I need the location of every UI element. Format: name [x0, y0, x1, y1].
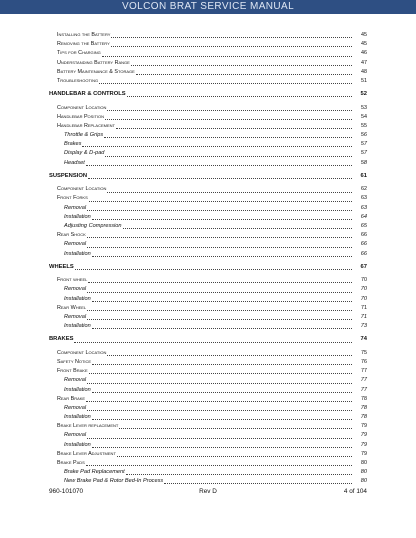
toc-entry[interactable]: [0, 59, 416, 68]
dot-leader: [119, 428, 352, 429]
dot-leader: [104, 137, 352, 138]
toc-entry[interactable]: [0, 322, 416, 331]
toc-entry-page: 45: [361, 31, 367, 38]
toc-entry-page: 67: [360, 263, 367, 270]
toc-entry-label: Component Location: [57, 186, 107, 193]
toc-entry-label: Display & D-pad: [64, 150, 105, 157]
toc-entry-page: 48: [361, 68, 367, 75]
toc-entry-page: 80: [361, 459, 367, 466]
toc-entry[interactable]: [0, 477, 416, 486]
dot-leader: [123, 228, 352, 229]
dot-leader: [105, 119, 352, 120]
dot-leader: [92, 256, 352, 257]
dot-leader: [92, 392, 352, 393]
toc-entry-page: 53: [361, 104, 367, 111]
toc-entry[interactable]: [0, 49, 416, 58]
toc-entry-label: Removal: [64, 432, 87, 439]
dot-leader: [102, 56, 352, 57]
toc-entry-label: Brake Pad Replacement: [64, 469, 125, 476]
toc-entry[interactable]: [0, 250, 416, 259]
toc-entry-page: 79: [360, 441, 367, 448]
dot-leader: [131, 65, 352, 66]
toc-entry-label: Removal: [64, 404, 87, 411]
toc-entry[interactable]: [0, 213, 416, 222]
toc-entry-page: 66: [360, 241, 367, 248]
toc-entry-page: 70: [360, 295, 367, 302]
toc-entry-page: 56: [360, 132, 367, 139]
toc-entry-label: Throttle & Grips: [64, 132, 104, 139]
dot-leader: [86, 401, 352, 402]
dot-leader: [89, 201, 352, 202]
dot-leader: [111, 46, 352, 47]
toc-entry-page: 78: [360, 414, 367, 421]
dot-leader: [107, 192, 352, 193]
dot-leader: [87, 310, 352, 311]
toc-entry-page: 62: [361, 186, 367, 193]
toc-entry-page: 78: [360, 404, 367, 411]
toc-entry-page: 77: [360, 377, 367, 384]
dot-leader: [87, 383, 352, 384]
toc-entry[interactable]: [0, 149, 416, 158]
toc-entry-label: Safety Notice: [57, 358, 92, 365]
toc-entry-label: Understanding Battery Range: [57, 59, 130, 66]
toc-entry[interactable]: [0, 367, 416, 376]
dot-leader: [107, 110, 352, 111]
toc-entry-label: Removal: [64, 204, 87, 211]
manual-title: VOLCON BRAT SERVICE MANUAL: [121, 1, 295, 12]
dot-leader: [87, 292, 352, 293]
toc-entry-page: 63: [361, 195, 367, 202]
dot-leader: [87, 237, 352, 238]
dot-leader: [92, 301, 352, 302]
toc-entry-page: 63: [360, 204, 367, 211]
toc-entry-page: 52: [360, 91, 367, 98]
toc-entry-label: Handlebar Replacement: [57, 122, 115, 129]
dot-leader: [164, 483, 352, 484]
toc-entry-page: 78: [361, 395, 367, 402]
dot-leader: [105, 156, 352, 157]
dot-leader: [92, 219, 352, 220]
toc-entry[interactable]: [0, 386, 416, 395]
toc-entry[interactable]: [0, 113, 416, 122]
toc-entry-label: Troubleshooting: [57, 77, 99, 84]
toc-entry-label: Installation: [64, 323, 91, 330]
toc-entry-label: Removal: [64, 286, 87, 293]
toc-entry-label: Installing the Battery: [57, 31, 111, 38]
toc-entry-label: Rear Brake: [57, 395, 86, 402]
dot-leader: [111, 37, 352, 38]
toc-entry-page: 71: [360, 313, 367, 320]
toc-entry-page: 64: [360, 213, 367, 220]
page-number: 4 of 104: [343, 488, 367, 495]
dot-leader: [107, 355, 352, 356]
table-of-contents: [0, 31, 416, 486]
toc-entry-label: Installation: [64, 295, 91, 302]
toc-entry-label: Front Brake: [57, 368, 88, 375]
toc-entry[interactable]: [0, 77, 416, 86]
toc-entry[interactable]: [0, 349, 416, 358]
dot-leader: [127, 96, 352, 97]
toc-entry[interactable]: [0, 222, 416, 231]
toc-entry[interactable]: [0, 422, 416, 431]
toc-entry[interactable]: [0, 31, 416, 40]
dot-leader: [88, 282, 352, 283]
toc-entry-page: 61: [360, 172, 367, 179]
toc-entry-page: 77: [361, 368, 367, 375]
toc-entry[interactable]: [0, 404, 416, 413]
toc-entry[interactable]: [0, 140, 416, 149]
toc-entry[interactable]: [0, 450, 416, 459]
dot-leader: [89, 373, 352, 374]
dot-leader: [87, 210, 352, 211]
revision-label: Rev D: [199, 488, 217, 495]
toc-entry-label: WHEELS: [49, 263, 74, 270]
toc-entry-label: Installation: [64, 414, 91, 421]
dot-leader: [92, 419, 352, 420]
toc-entry-page: 46: [361, 50, 367, 57]
toc-entry[interactable]: [0, 468, 416, 477]
toc-section-entry[interactable]: [0, 263, 416, 272]
dot-leader: [87, 410, 352, 411]
toc-entry-label: Brake Lever replacement: [57, 423, 119, 430]
dot-leader: [88, 178, 352, 179]
toc-entry[interactable]: [0, 40, 416, 49]
page-footer: [49, 487, 367, 497]
dot-leader: [87, 247, 352, 248]
toc-entry-page: 58: [360, 159, 367, 166]
toc-entry-label: SUSPENSION: [49, 172, 88, 179]
toc-entry-label: Removal: [64, 241, 87, 248]
toc-entry[interactable]: [0, 395, 416, 404]
toc-entry-page: 66: [360, 250, 367, 257]
toc-entry-page: 51: [361, 77, 367, 84]
toc-entry-label: Adjusting Compression: [64, 223, 122, 229]
toc-entry-label: Removal: [64, 313, 87, 320]
toc-entry-label: Installation: [64, 213, 91, 220]
dot-leader: [117, 456, 352, 457]
toc-entry-label: Removal: [64, 377, 87, 384]
toc-entry-page: 79: [361, 450, 367, 457]
toc-entry-page: 79: [361, 423, 367, 430]
toc-entry[interactable]: [0, 441, 416, 450]
toc-entry[interactable]: [0, 195, 416, 204]
toc-section-entry[interactable]: [0, 172, 416, 181]
toc-entry-page: 80: [360, 478, 367, 485]
toc-entry-label: Handlebar Position: [57, 113, 104, 120]
toc-entry-page: 73: [360, 323, 367, 330]
toc-entry-label: Rear Wheel: [57, 304, 87, 311]
toc-entry-page: 70: [360, 286, 367, 293]
dot-leader: [87, 438, 352, 439]
toc-entry-page: 57: [360, 141, 367, 148]
toc-entry-page: 54: [361, 113, 367, 120]
toc-entry-page: 70: [361, 277, 367, 284]
toc-entry[interactable]: [0, 68, 416, 77]
toc-entry-label: New Brake Pad & Rotor Bed-In Process: [64, 478, 164, 485]
toc-entry-label: Brake Pads: [57, 459, 85, 466]
toc-entry[interactable]: [0, 285, 416, 294]
dot-leader: [116, 128, 352, 129]
toc-entry-page: 57: [360, 150, 367, 157]
dot-leader: [86, 165, 352, 166]
toc-entry-label: BRAKES: [49, 336, 74, 343]
dot-leader: [99, 83, 352, 84]
toc-entry-label: Installation: [64, 386, 91, 393]
toc-entry-label: Installation: [64, 441, 91, 448]
toc-entry-label: Battery Maintenance & Storage: [57, 68, 135, 75]
toc-entry-page: 66: [361, 232, 367, 239]
toc-entry[interactable]: [0, 358, 416, 367]
dot-leader: [92, 328, 352, 329]
toc-entry[interactable]: [0, 185, 416, 194]
toc-entry-page: 75: [361, 349, 367, 356]
toc-entry[interactable]: [0, 304, 416, 313]
toc-entry-page: 71: [361, 304, 367, 311]
toc-entry[interactable]: [0, 240, 416, 249]
toc-entry-label: Installation: [64, 250, 91, 257]
toc-entry-page: 79: [360, 432, 367, 439]
toc-entry[interactable]: [0, 122, 416, 131]
toc-entry-label: Front wheel: [57, 277, 88, 284]
toc-entry-page: 47: [361, 59, 367, 66]
toc-entry-label: Headset: [64, 159, 85, 166]
toc-entry-label: Tips for Charging: [57, 50, 101, 57]
toc-entry[interactable]: [0, 231, 416, 240]
toc-entry[interactable]: [0, 313, 416, 322]
toc-entry-page: 45: [361, 41, 367, 48]
toc-entry[interactable]: [0, 131, 416, 140]
toc-entry[interactable]: [0, 104, 416, 113]
toc-entry-label: Rear Shock: [57, 232, 86, 239]
dot-leader: [74, 342, 352, 343]
toc-section-entry[interactable]: [0, 90, 416, 99]
toc-entry[interactable]: [0, 159, 416, 168]
toc-entry[interactable]: [0, 431, 416, 440]
dot-leader: [75, 269, 352, 270]
toc-entry[interactable]: [0, 204, 416, 213]
toc-entry-page: 76: [361, 358, 367, 365]
toc-entry[interactable]: [0, 413, 416, 422]
dot-leader: [86, 465, 352, 466]
toc-entry-label: Component Location: [57, 104, 107, 111]
toc-entry-page: 77: [360, 386, 367, 393]
toc-entry-page: 55: [361, 122, 367, 129]
dot-leader: [82, 146, 352, 147]
toc-entry[interactable]: [0, 376, 416, 385]
toc-entry-label: Component Location: [57, 349, 107, 356]
toc-entry-label: HANDLEBAR & CONTROLS: [49, 91, 126, 98]
dot-leader: [92, 364, 352, 365]
toc-entry[interactable]: [0, 459, 416, 468]
page-header: [0, 0, 416, 14]
toc-entry-page: 80: [360, 469, 367, 476]
toc-entry-page: 65: [360, 223, 367, 229]
dot-leader: [87, 319, 352, 320]
dot-leader: [92, 447, 352, 448]
dot-leader: [126, 474, 352, 475]
document-number: 960-101070: [49, 488, 84, 495]
toc-entry-page: 74: [360, 336, 367, 343]
toc-entry-label: Brake Lever Adjustment: [57, 450, 116, 457]
toc-section-entry[interactable]: [0, 335, 416, 344]
toc-entry-label: Removing the Battery: [57, 41, 110, 48]
toc-entry[interactable]: [0, 276, 416, 285]
toc-entry[interactable]: [0, 295, 416, 304]
toc-entry-label: Front Forks: [57, 195, 88, 202]
toc-entry-label: Brakes: [64, 141, 82, 148]
dot-leader: [136, 74, 352, 75]
